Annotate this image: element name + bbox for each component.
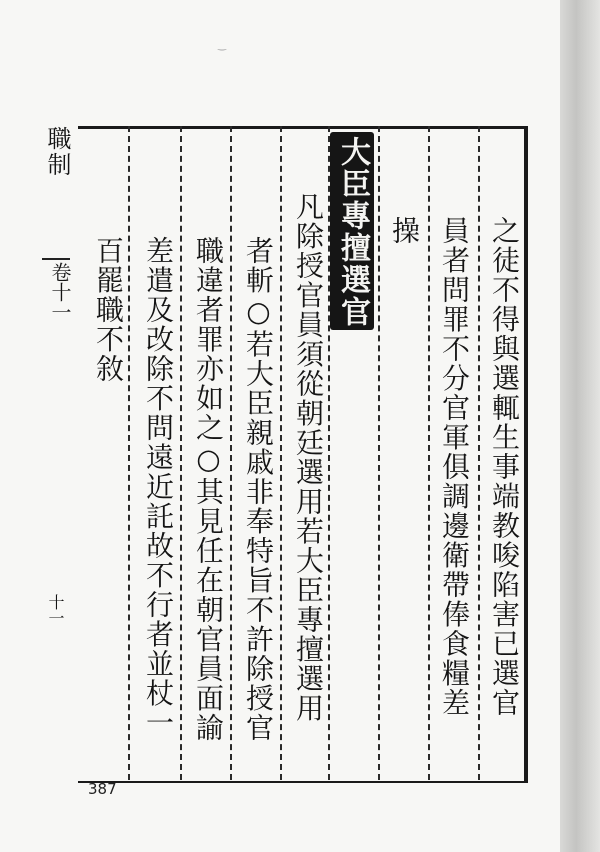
column-rule [230,126,232,780]
page-number: 387 [88,780,117,798]
volume-strip: 卷十一 [48,262,72,322]
text-column: 操 [388,216,421,246]
column-rule [180,126,182,780]
text-column: 百罷職不敘 [92,236,125,384]
text-column: 之徒不得與選輒生事端教唆陷害已選官 [488,216,521,718]
binding-gutter [560,0,600,852]
text-column: 者斬○若大臣親戚非奉特旨不許除授官 [242,236,275,743]
title-strip: 職制 [43,126,71,178]
text-column: 差遣及改除不問遠近託故不行者並杖一 [142,236,175,738]
title-divider [42,258,70,260]
text-column: 凡除授官員須從朝廷選用若大臣專擅選用 [292,192,325,723]
ink-smudge: ‿ [218,40,227,51]
section-heading: 大臣專擅選官 [335,136,370,328]
column-rule [128,126,130,780]
leaf-number: 十一 [46,594,65,626]
text-column: 職違者罪亦如之○其見任在朝官員面諭 [192,236,225,743]
text-column: 員者問罪不分官軍俱調邊衛帶俸食糧差 [438,216,471,718]
column-rule [428,126,430,780]
column-rule [280,126,282,780]
column-rule [378,126,380,780]
column-rule [478,126,480,780]
